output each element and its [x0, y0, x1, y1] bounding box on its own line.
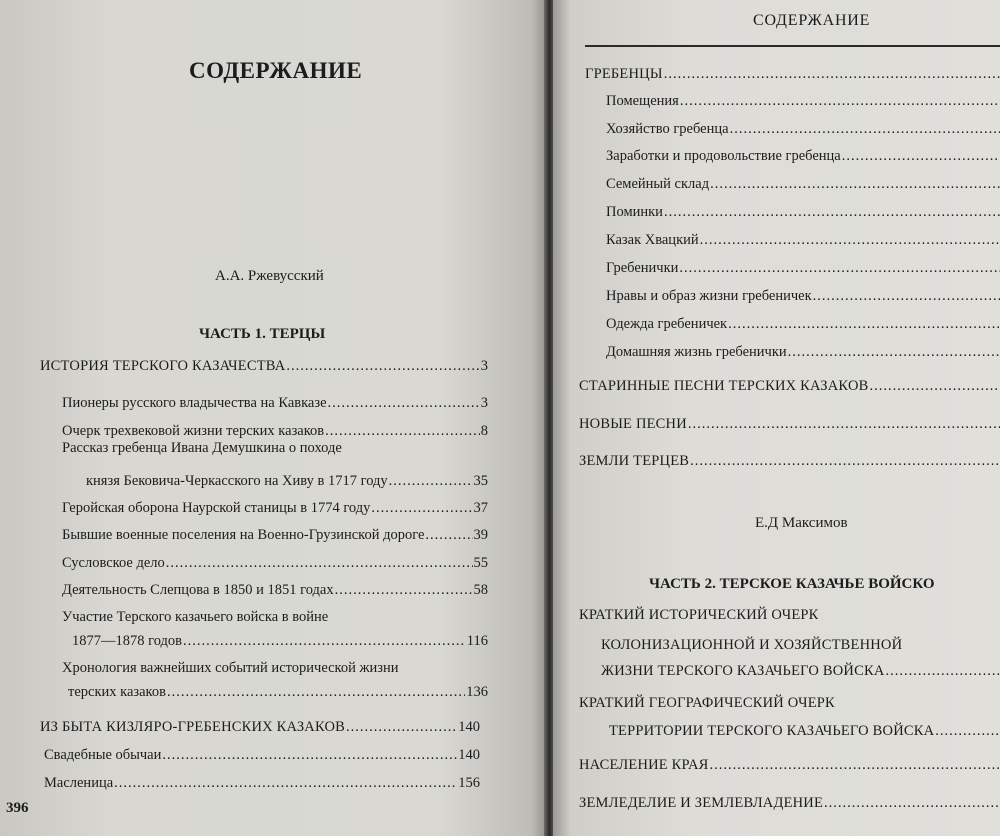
leader-dots — [680, 93, 1000, 110]
part-title: ЧАСТЬ 1. ТЕРЦЫ — [199, 326, 326, 342]
toc-entry-title: Семейный склад — [606, 176, 710, 192]
toc-section-title: ЖИЗНИ ТЕРСКОГО КАЗАЧЬЕГО ВОЙСКА — [601, 663, 885, 679]
leader-dots — [183, 633, 466, 650]
leader-dots — [842, 148, 1000, 165]
leader-dots — [167, 684, 465, 701]
toc-entry[interactable] — [44, 747, 480, 764]
toc-section-line3 — [601, 663, 1000, 680]
toc-entry[interactable] — [606, 148, 1000, 165]
leader-dots — [886, 663, 1000, 680]
toc-entry[interactable] — [68, 684, 488, 701]
leader-dots — [425, 527, 472, 544]
toc-section[interactable] — [579, 416, 1000, 433]
toc-page-number: 37 — [473, 500, 488, 516]
toc-entry[interactable] — [606, 260, 1000, 277]
toc-entry-title-line2: князя Бековича-Черкасского на Хиву в 1717 году — [86, 473, 388, 489]
toc-entry[interactable] — [62, 555, 488, 572]
toc-section-line1[interactable]: КРАТКИЙ ГЕОГРАФИЧЕСКИЙ ОЧЕРК — [579, 695, 835, 711]
leader-dots — [664, 204, 1000, 221]
toc-section-title: ИЗ БЫТА КИЗЛЯРО-ГРЕБЕНСКИХ КАЗАКОВ — [40, 719, 346, 735]
author-name: Е.Д Максимов — [755, 515, 848, 531]
leader-dots — [824, 795, 1000, 812]
leader-dots — [870, 378, 1000, 395]
right-page — [553, 0, 1000, 836]
leader-dots — [325, 423, 480, 440]
toc-entry-title: Гребенички — [606, 260, 679, 276]
leader-dots — [728, 316, 1000, 333]
toc-section-title: ЗЕМЛЕДЕЛИЕ И ЗЕМЛЕВЛАДЕНИЕ — [579, 795, 824, 811]
page-title: СОДЕРЖАНИЕ — [189, 58, 363, 83]
toc-page-number: 35 — [473, 473, 488, 489]
toc-entry-title: Хозяйство гребенца — [606, 121, 729, 137]
toc-entry[interactable] — [606, 344, 1000, 361]
toc-entry[interactable] — [606, 176, 1000, 193]
toc-entry-title: Сусловское дело — [62, 555, 165, 571]
leader-dots — [710, 757, 1000, 774]
toc-page-number: 136 — [466, 684, 488, 700]
toc-entry-title: Одежда гребеничек — [606, 316, 728, 332]
toc-entry-title-line2: 1877—1878 годов — [72, 633, 183, 649]
toc-entry-title: Свадебные обычаи — [44, 747, 162, 763]
header-rule — [585, 45, 1000, 47]
leader-dots — [286, 358, 479, 375]
leader-dots — [162, 747, 457, 764]
leader-dots — [788, 344, 1000, 361]
toc-entry[interactable] — [62, 423, 488, 440]
toc-section-line2 — [609, 723, 1000, 740]
toc-page-number: 156 — [458, 775, 480, 791]
toc-entry[interactable] — [606, 288, 1000, 305]
toc-entry[interactable] — [62, 395, 488, 412]
toc-page-number: 3 — [480, 358, 488, 374]
toc-section-title: НОВЫЕ ПЕСНИ — [579, 416, 687, 432]
toc-entry[interactable] — [62, 500, 488, 517]
leader-dots — [166, 555, 473, 572]
leader-dots — [389, 473, 473, 490]
toc-page-number: 140 — [458, 719, 480, 735]
toc-entry-title: Нравы и образ жизни гребеничек — [606, 288, 812, 304]
toc-section-title: ГРЕБЕНЦЫ — [585, 66, 663, 82]
toc-section[interactable] — [579, 795, 1000, 812]
leader-dots — [813, 288, 1000, 305]
toc-page-number: 140 — [458, 747, 480, 763]
toc-entry-title: Масленица — [44, 775, 114, 791]
leader-dots — [371, 500, 472, 517]
toc-entry[interactable] — [606, 93, 1000, 110]
toc-entry-title: Помещения — [606, 93, 679, 109]
leader-dots — [730, 121, 1000, 138]
leader-dots — [346, 719, 457, 736]
toc-entry[interactable] — [62, 582, 488, 599]
toc-section-kizlyar[interactable] — [40, 719, 480, 736]
toc-page-number: 3 — [480, 395, 488, 411]
leader-dots — [335, 582, 473, 599]
toc-entry-title: Бывшие военные поселения на Военно-Грузинской дороге — [62, 527, 425, 543]
part-title: ЧАСТЬ 2. ТЕРСКОЕ КАЗАЧЬЕ ВОЙСКО — [649, 576, 935, 592]
leader-dots — [700, 232, 1000, 249]
leader-dots — [688, 416, 1000, 433]
toc-page-number: 8 — [480, 423, 488, 439]
toc-entry-title: Казак Хвацкий — [606, 232, 699, 248]
toc-section-title: ИСТОРИЯ ТЕРСКОГО КАЗАЧЕСТВА — [40, 358, 286, 374]
leader-dots — [690, 453, 1000, 470]
toc-page-number: 116 — [466, 633, 488, 649]
leader-dots — [710, 176, 1000, 193]
toc-entry[interactable] — [86, 473, 488, 490]
toc-page-number: 58 — [473, 582, 488, 598]
toc-section-grebentsy[interactable] — [585, 66, 1000, 83]
toc-entry-title-line1: Рассказ гребенца Ивана Демушкина о походе — [62, 440, 342, 456]
running-head: СОДЕРЖАНИЕ — [753, 12, 871, 29]
toc-section-title: СТАРИННЫЕ ПЕСНИ ТЕРСКИХ КАЗАКОВ — [579, 378, 869, 394]
leader-dots — [664, 66, 1000, 83]
toc-section-title: ТЕРРИТОРИИ ТЕРСКОГО КАЗАЧЬЕГО ВОЙСКА — [609, 723, 935, 739]
toc-entry-title-line2: терских казаков — [68, 684, 166, 700]
toc-entry-title: Очерк трехвековой жизни терских казаков — [62, 423, 325, 439]
leader-dots — [114, 775, 457, 792]
toc-entry-title: Геройская оборона Наурской станицы в 1774 году — [62, 500, 371, 516]
leader-dots — [935, 723, 1000, 740]
toc-section-history[interactable] — [40, 358, 488, 375]
toc-section-line2: КОЛОНИЗАЦИОННОЙ И ХОЗЯЙСТВЕННОЙ — [601, 637, 903, 653]
toc-entry[interactable] — [606, 316, 1000, 333]
toc-section-line1[interactable]: КРАТКИЙ ИСТОРИЧЕСКИЙ ОЧЕРК — [579, 607, 819, 623]
author-name: А.А. Ржевусский — [215, 268, 324, 284]
toc-section[interactable] — [579, 453, 1000, 470]
toc-entry-title: Домашняя жизнь гребенички — [606, 344, 787, 360]
toc-section-title: НАСЕЛЕНИЕ КРАЯ — [579, 757, 709, 773]
toc-entry-title: Пионеры русского владычества на Кавказе — [62, 395, 327, 411]
toc-entry-title: Деятельность Слепцова в 1850 и 1851 годах — [62, 582, 334, 598]
toc-entry-title-line1: Участие Терского казачьего войска в войне — [62, 609, 329, 625]
page-number: 396 — [6, 800, 29, 816]
leader-dots — [328, 395, 480, 412]
toc-entry[interactable] — [72, 633, 488, 650]
toc-entry[interactable] — [62, 527, 488, 544]
toc-entry[interactable] — [606, 204, 1000, 221]
toc-section-title: ЗЕМЛИ ТЕРЦЕВ — [579, 453, 690, 469]
toc-entry[interactable] — [606, 232, 1000, 249]
toc-entry-title-line1: Хронология важнейших событий исторической жизни — [62, 660, 399, 676]
toc-entry[interactable] — [44, 775, 480, 792]
toc-entry-title: Заработки и продовольствие гребенца — [606, 148, 841, 164]
toc-section[interactable] — [579, 378, 1000, 395]
toc-page-number: 39 — [473, 527, 488, 543]
leader-dots — [679, 260, 1000, 277]
toc-entry-title: Поминки — [606, 204, 663, 220]
toc-entry[interactable] — [606, 121, 1000, 138]
toc-section[interactable] — [579, 757, 1000, 774]
toc-page-number: 55 — [473, 555, 488, 571]
